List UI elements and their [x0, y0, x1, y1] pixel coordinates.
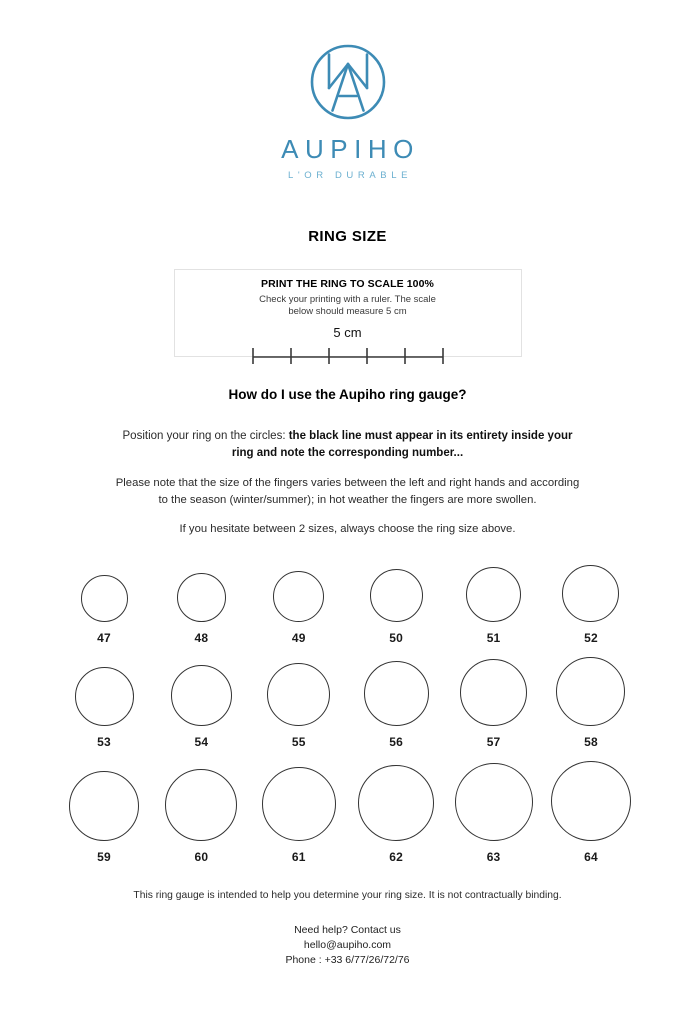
print-scale-subtext-line1: Check your printing with a ruler. The scale — [259, 293, 436, 305]
ring-gauge-grid — [0, 565, 695, 864]
ring-size-label: 60 — [194, 849, 209, 864]
ring-gauge-cell[interactable] — [157, 769, 245, 864]
footer-contact — [0, 923, 695, 968]
ring-size-label: 47 — [97, 630, 111, 645]
ring-gauge-cell[interactable] — [60, 667, 148, 749]
instruction-primary — [113, 428, 583, 463]
instruction-primary-bold: the black line must appear in its entirety inside your ring and note the corresponding number... — [231, 429, 573, 459]
ring-gauge-cell[interactable] — [547, 565, 635, 645]
ring-size-label: 54 — [194, 734, 209, 749]
ring-circle[interactable] — [556, 657, 625, 726]
ring-size-label: 62 — [389, 849, 404, 864]
print-scale-heading: PRINT THE RING TO SCALE 100% — [261, 277, 434, 290]
ring-size-label: 56 — [389, 734, 404, 749]
ring-circle[interactable] — [75, 667, 134, 726]
instructions-heading: How do I use the Aupiho ring gauge? — [228, 386, 467, 402]
ruler-scale-icon — [250, 344, 446, 364]
ring-circle[interactable] — [364, 661, 429, 726]
instruction-primary-normal: Position your ring on the circles: — [122, 429, 289, 442]
print-scale-subtext — [175, 294, 521, 318]
gauge-row — [60, 657, 635, 749]
print-scale-box — [174, 269, 522, 357]
brand-name: AUPIHO — [281, 134, 420, 164]
instruction-note: Please note that the size of the fingers varies between the left and right hands and according to the season (winter/summer); in hot weather the fingers are more swollen. — [115, 477, 580, 506]
ring-circle[interactable] — [466, 567, 521, 622]
ring-circle[interactable] — [370, 569, 423, 622]
ring-gauge-cell[interactable] — [547, 657, 635, 749]
ring-size-label: 55 — [291, 734, 306, 749]
ring-size-label: 64 — [584, 849, 598, 864]
ring-gauge-cell[interactable] — [352, 765, 440, 864]
footer-disclaimer: This ring gauge is intended to help you determine your ring size. It is not contractually binding. — [133, 889, 562, 901]
ring-circle[interactable] — [262, 767, 336, 841]
ring-circle[interactable] — [273, 571, 324, 622]
instructions-block — [0, 428, 695, 535]
ring-circle[interactable] — [455, 763, 533, 841]
ring-circle[interactable] — [69, 771, 139, 841]
instruction-hesitate: If you hesitate between 2 sizes, always choose the ring size above. — [179, 522, 516, 535]
ring-size-label: 51 — [486, 630, 501, 645]
ring-gauge-cell[interactable] — [255, 767, 343, 864]
ring-circle[interactable] — [358, 765, 434, 841]
footer-email[interactable]: hello@aupiho.com — [303, 938, 392, 951]
ring-size-label: 57 — [486, 734, 501, 749]
gauge-row — [60, 761, 635, 864]
ring-size-label: 48 — [194, 630, 209, 645]
ring-gauge-cell[interactable] — [450, 659, 538, 749]
ruler-measure-label: 5 cm — [333, 324, 362, 340]
ring-gauge-cell[interactable] — [157, 665, 245, 749]
ring-gauge-cell[interactable] — [157, 573, 245, 645]
ring-gauge-cell[interactable] — [450, 567, 538, 645]
ring-size-label: 52 — [584, 630, 598, 645]
print-scale-subtext-line2: below should measure 5 cm — [288, 305, 407, 317]
ring-circle[interactable] — [171, 665, 232, 726]
gauge-row — [60, 565, 635, 645]
ring-circle[interactable] — [551, 761, 631, 841]
ring-circle[interactable] — [460, 659, 527, 726]
footer-phone[interactable]: Phone : +33 6/77/26/72/76 — [285, 953, 410, 966]
ring-gauge-cell[interactable] — [450, 763, 538, 864]
ring-size-label: 59 — [97, 849, 111, 864]
ring-circle[interactable] — [267, 663, 330, 726]
ring-gauge-cell[interactable] — [352, 569, 440, 645]
ring-gauge-cell[interactable] — [352, 661, 440, 749]
ring-gauge-cell[interactable] — [60, 771, 148, 864]
ring-size-label: 63 — [486, 849, 501, 864]
ring-size-label: 50 — [389, 630, 404, 645]
ring-size-label: 53 — [97, 734, 111, 749]
ring-gauge-cell[interactable] — [60, 575, 148, 645]
ring-size-label: 58 — [584, 734, 598, 749]
brand-header — [0, 0, 695, 181]
ring-gauge-cell[interactable] — [547, 761, 635, 864]
aupiho-monogram-icon — [308, 42, 388, 122]
page-title: RING SIZE — [308, 227, 387, 245]
ring-size-label: 61 — [291, 849, 306, 864]
footer-contact-heading: Need help? Contact us — [294, 923, 401, 936]
ring-circle[interactable] — [81, 575, 128, 622]
ring-circle[interactable] — [177, 573, 226, 622]
ring-size-label: 49 — [291, 630, 306, 645]
ring-circle[interactable] — [165, 769, 237, 841]
page-footer — [0, 890, 695, 968]
ring-gauge-cell[interactable] — [255, 663, 343, 749]
ring-gauge-cell[interactable] — [255, 571, 343, 645]
ring-circle[interactable] — [562, 565, 619, 622]
brand-tagline: L'OR DURABLE — [287, 170, 413, 181]
